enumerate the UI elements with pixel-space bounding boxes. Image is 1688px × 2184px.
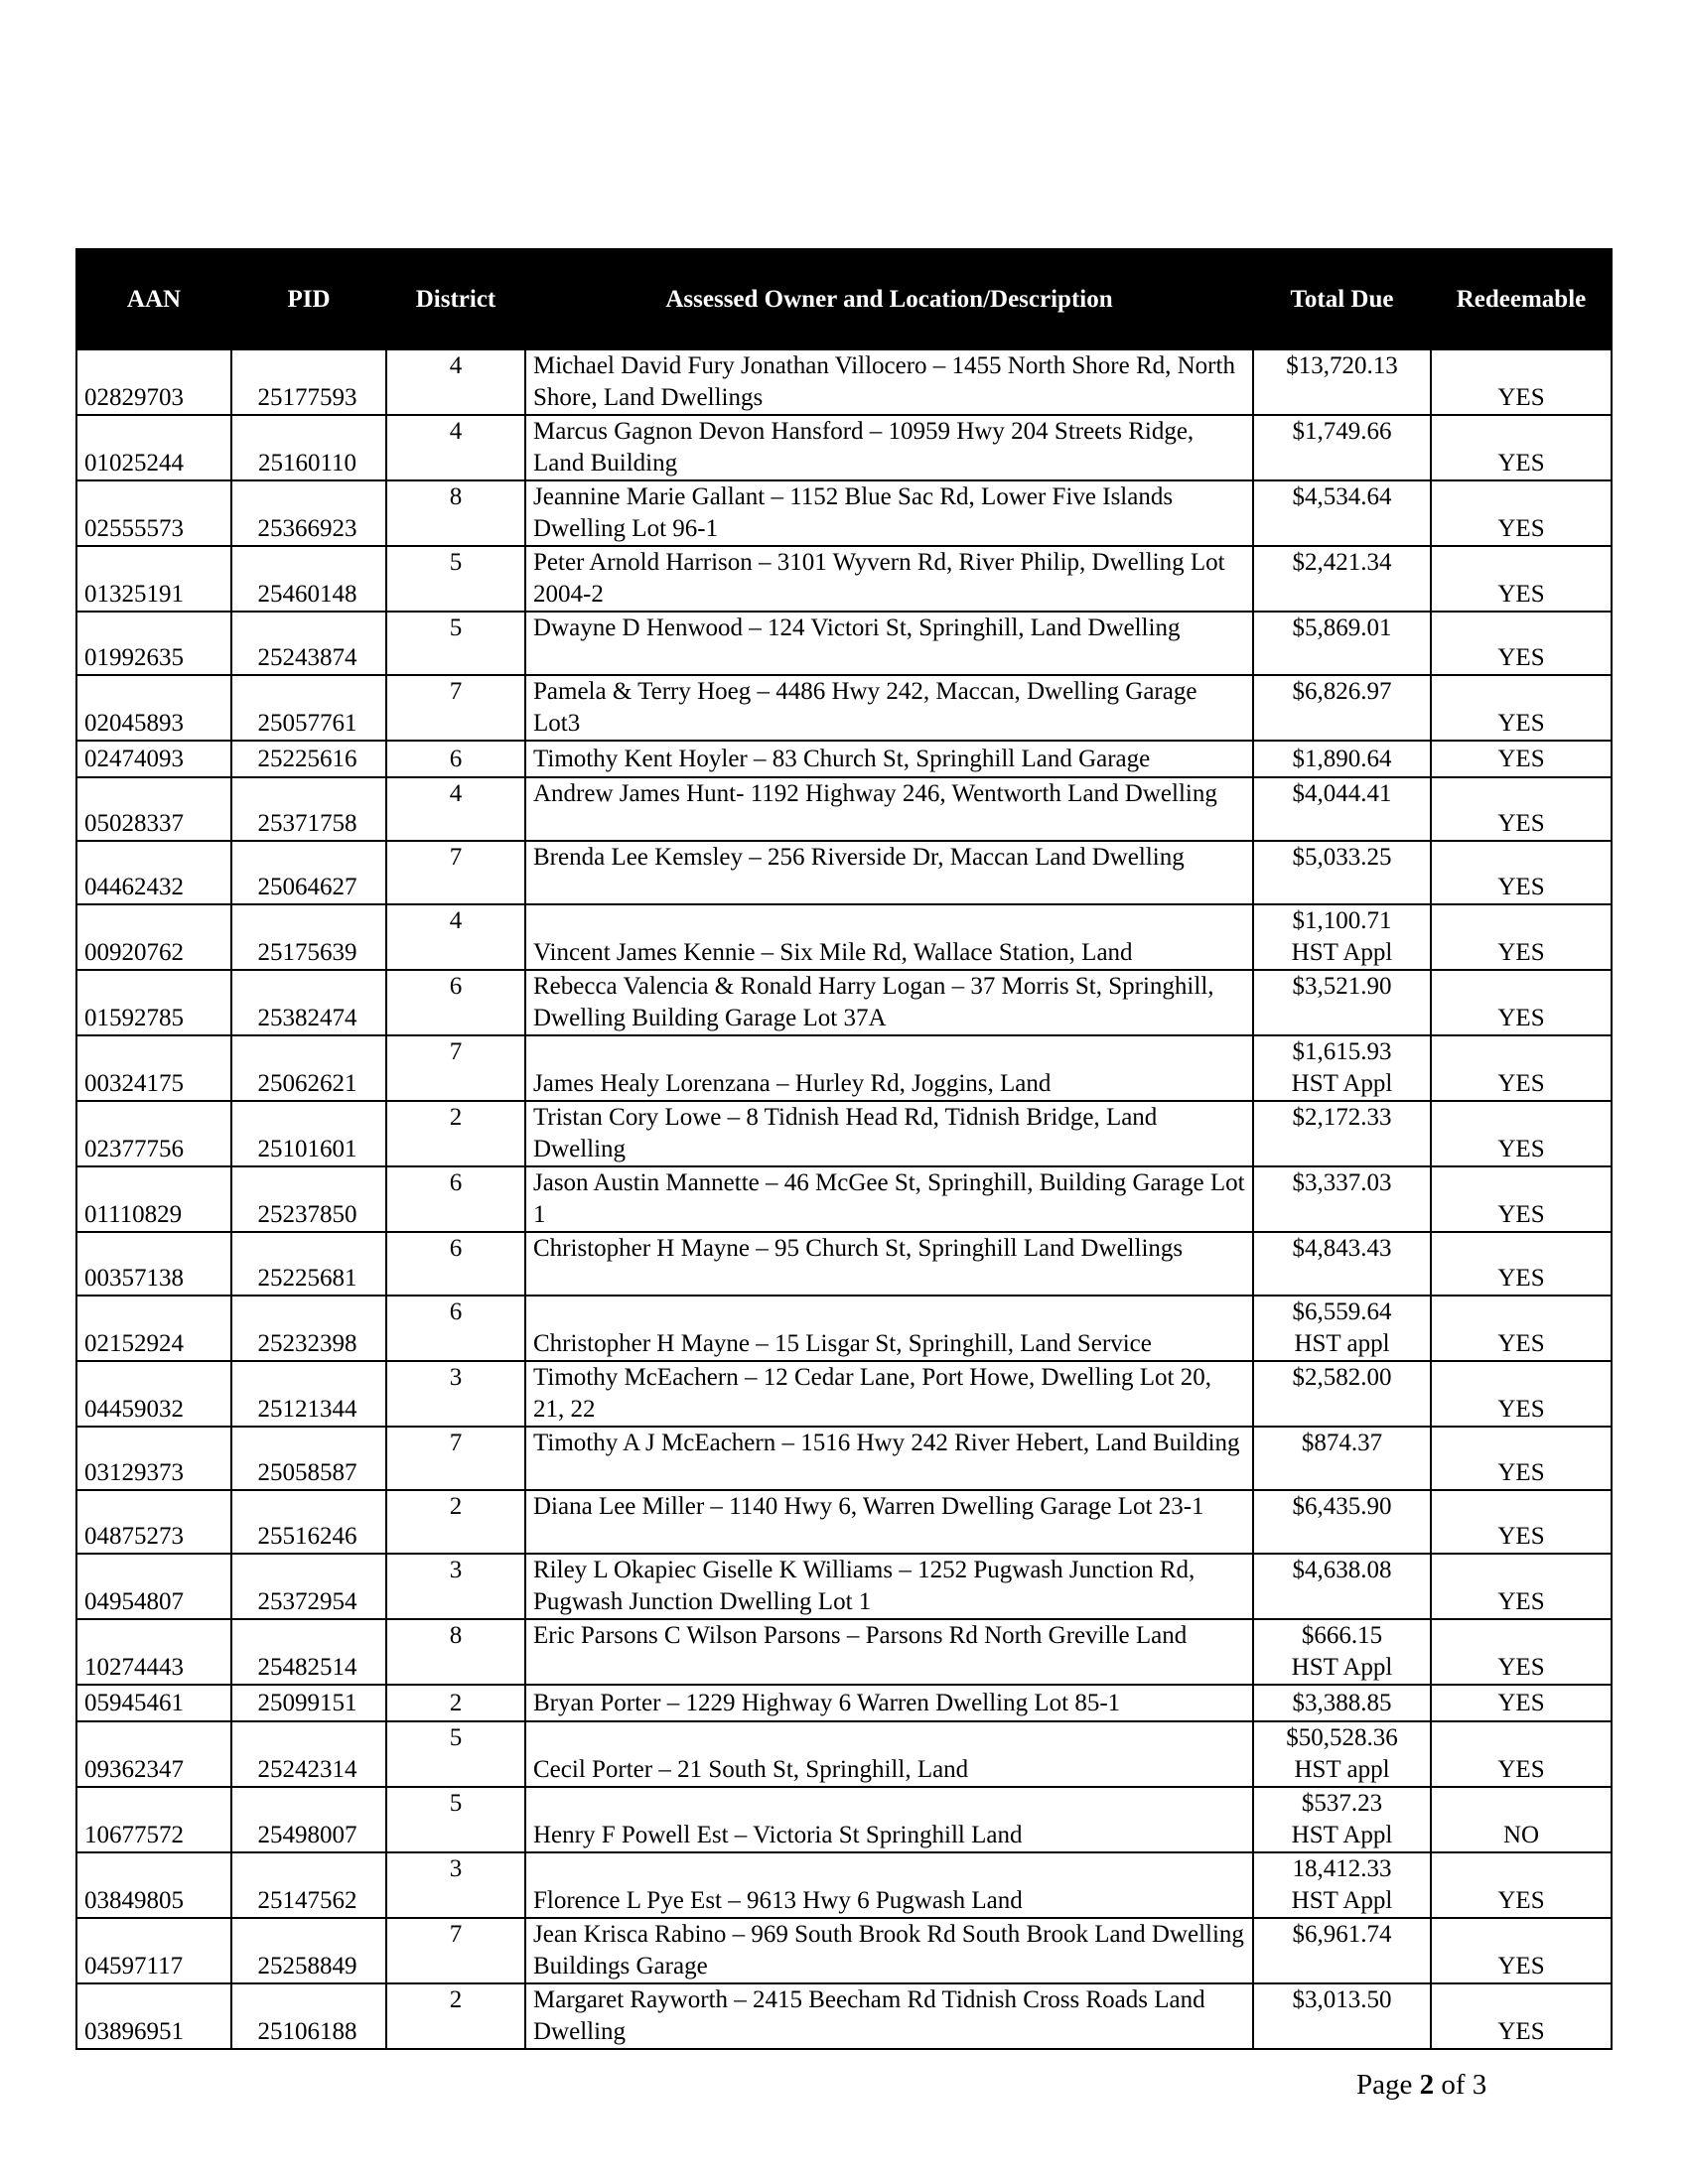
cell-redeemable: YES bbox=[1431, 1490, 1612, 1554]
total-due-amount: $4,638.08 bbox=[1292, 1557, 1392, 1583]
cell-total-due bbox=[1253, 1619, 1431, 1685]
total-due-amount: $3,388.85 bbox=[1292, 1689, 1392, 1716]
table-row bbox=[76, 612, 1612, 675]
cell-aan: 02045893 bbox=[76, 675, 231, 741]
cell-district: 5 bbox=[386, 1721, 525, 1787]
cell-redeemable: YES bbox=[1431, 349, 1612, 415]
total-due-amount: $4,534.64 bbox=[1292, 483, 1392, 510]
cell-aan: 03849805 bbox=[76, 1852, 231, 1918]
total-due-amount: $2,421.34 bbox=[1292, 549, 1392, 576]
table-body bbox=[76, 349, 1612, 2049]
cell-total-due bbox=[1253, 1918, 1431, 1983]
cell-district: 6 bbox=[386, 1296, 525, 1361]
cell-total-due bbox=[1253, 841, 1431, 904]
cell-aan: 00920762 bbox=[76, 904, 231, 970]
cell-aan: 10677572 bbox=[76, 1787, 231, 1852]
cell-district: 8 bbox=[386, 1619, 525, 1685]
page-current: 2 bbox=[1419, 2069, 1435, 2101]
header-total-due: Total Due bbox=[1253, 249, 1431, 349]
cell-aan: 04597117 bbox=[76, 1918, 231, 1983]
cell-redeemable: YES bbox=[1431, 841, 1612, 904]
header-owner: Assessed Owner and Location/Description bbox=[525, 249, 1253, 349]
page-prefix: Page bbox=[1356, 2069, 1413, 2101]
cell-pid: 25177593 bbox=[231, 349, 386, 415]
total-due-amount: $3,521.90 bbox=[1292, 973, 1392, 1000]
table-row bbox=[76, 546, 1612, 612]
cell-aan: 02377756 bbox=[76, 1101, 231, 1166]
total-due-amount: $6,961.74 bbox=[1292, 1921, 1392, 1948]
total-due-amount: $2,172.33 bbox=[1292, 1104, 1392, 1131]
cell-owner-description: Timothy Kent Hoyler – 83 Church St, Springhill Land Garage bbox=[525, 741, 1253, 777]
cell-owner-description: Florence L Pye Est – 9613 Hwy 6 Pugwash Land bbox=[525, 1852, 1253, 1918]
total-due-amount: $1,615.93 bbox=[1292, 1038, 1392, 1065]
cell-pid: 25064627 bbox=[231, 841, 386, 904]
cell-district: 5 bbox=[386, 1787, 525, 1852]
total-due-amount: $6,826.97 bbox=[1292, 678, 1392, 705]
cell-pid: 25460148 bbox=[231, 546, 386, 612]
cell-aan: 04875273 bbox=[76, 1490, 231, 1554]
cell-pid: 25106188 bbox=[231, 1983, 386, 2049]
cell-district: 7 bbox=[386, 841, 525, 904]
cell-redeemable: YES bbox=[1431, 1852, 1612, 1918]
cell-district: 5 bbox=[386, 546, 525, 612]
table-row bbox=[76, 970, 1612, 1035]
table-row bbox=[76, 1232, 1612, 1296]
cell-redeemable: YES bbox=[1431, 970, 1612, 1035]
cell-pid: 25058587 bbox=[231, 1427, 386, 1490]
cell-pid: 25237850 bbox=[231, 1166, 386, 1232]
cell-owner-description: Timothy A J McEachern – 1516 Hwy 242 River Hebert, Land Building bbox=[525, 1427, 1253, 1490]
cell-pid: 25101601 bbox=[231, 1101, 386, 1166]
cell-owner-description: Brenda Lee Kemsley – 256 Riverside Dr, Maccan Land Dwelling bbox=[525, 841, 1253, 904]
cell-aan: 04462432 bbox=[76, 841, 231, 904]
cell-owner-description: Cecil Porter – 21 South St, Springhill, Land bbox=[525, 1721, 1253, 1787]
cell-redeemable: YES bbox=[1431, 1918, 1612, 1983]
table-row bbox=[76, 1296, 1612, 1361]
total-due-amount: $4,843.43 bbox=[1292, 1235, 1392, 1262]
table-row bbox=[76, 675, 1612, 741]
cell-redeemable: NO bbox=[1431, 1787, 1612, 1852]
cell-total-due bbox=[1253, 480, 1431, 546]
cell-owner-description: Diana Lee Miller – 1140 Hwy 6, Warren Dwelling Garage Lot 23-1 bbox=[525, 1490, 1253, 1554]
cell-redeemable: YES bbox=[1431, 1554, 1612, 1619]
total-due-amount: $3,337.03 bbox=[1292, 1169, 1392, 1196]
cell-district: 6 bbox=[386, 1232, 525, 1296]
cell-redeemable: YES bbox=[1431, 741, 1612, 777]
header-aan: AAN bbox=[76, 249, 231, 349]
cell-owner-description: Jean Krisca Rabino – 969 South Brook Rd South Brook Land Dwelling Buildings Garage bbox=[525, 1918, 1253, 1983]
header-redeemable: Redeemable bbox=[1431, 249, 1612, 349]
total-due-amount: $2,582.00 bbox=[1292, 1364, 1392, 1391]
total-due-note: HST Appl bbox=[1291, 1654, 1393, 1681]
total-due-amount: $5,869.01 bbox=[1292, 614, 1392, 641]
cell-owner-description: Bryan Porter – 1229 Highway 6 Warren Dwelling Lot 85-1 bbox=[525, 1685, 1253, 1721]
cell-district: 2 bbox=[386, 1685, 525, 1721]
cell-pid: 25242314 bbox=[231, 1721, 386, 1787]
cell-pid: 25371758 bbox=[231, 777, 386, 841]
cell-owner-description: Jeannine Marie Gallant – 1152 Blue Sac Rd, Lower Five Islands Dwelling Lot 96-1 bbox=[525, 480, 1253, 546]
total-due-note: HST appl bbox=[1294, 1330, 1390, 1357]
table-header-row bbox=[76, 249, 1612, 349]
cell-redeemable: YES bbox=[1431, 480, 1612, 546]
cell-pid: 25062621 bbox=[231, 1035, 386, 1101]
total-due-note: HST Appl bbox=[1291, 939, 1393, 966]
total-due-amount: 18,412.33 bbox=[1292, 1855, 1392, 1882]
cell-total-due bbox=[1253, 675, 1431, 741]
cell-owner-description: Peter Arnold Harrison – 3101 Wyvern Rd, River Philip, Dwelling Lot 2004-2 bbox=[525, 546, 1253, 612]
cell-owner-description: Margaret Rayworth – 2415 Beecham Rd Tidnish Cross Roads Land Dwelling bbox=[525, 1983, 1253, 2049]
cell-redeemable: YES bbox=[1431, 1983, 1612, 2049]
cell-aan: 09362347 bbox=[76, 1721, 231, 1787]
cell-redeemable: YES bbox=[1431, 777, 1612, 841]
total-due-amount: $6,559.64 bbox=[1292, 1298, 1392, 1325]
table-row bbox=[76, 1721, 1612, 1787]
table-row bbox=[76, 1983, 1612, 2049]
cell-owner-description: James Healy Lorenzana – Hurley Rd, Joggins, Land bbox=[525, 1035, 1253, 1101]
cell-total-due bbox=[1253, 1427, 1431, 1490]
header-pid: PID bbox=[231, 249, 386, 349]
cell-owner-description: Tristan Cory Lowe – 8 Tidnish Head Rd, Tidnish Bridge, Land Dwelling bbox=[525, 1101, 1253, 1166]
cell-aan: 02474093 bbox=[76, 741, 231, 777]
table-row bbox=[76, 841, 1612, 904]
cell-total-due bbox=[1253, 1296, 1431, 1361]
cell-redeemable: YES bbox=[1431, 546, 1612, 612]
cell-district: 8 bbox=[386, 480, 525, 546]
cell-total-due bbox=[1253, 1721, 1431, 1787]
cell-aan: 01025244 bbox=[76, 415, 231, 480]
cell-total-due bbox=[1253, 777, 1431, 841]
cell-district: 2 bbox=[386, 1490, 525, 1554]
cell-aan: 00324175 bbox=[76, 1035, 231, 1101]
cell-owner-description: Michael David Fury Jonathan Villocero – 1455 North Shore Rd, North Shore, Land Dwellings bbox=[525, 349, 1253, 415]
total-due-amount: $3,013.50 bbox=[1292, 1986, 1392, 2013]
table-row bbox=[76, 1852, 1612, 1918]
cell-owner-description: Dwayne D Henwood – 124 Victori St, Springhill, Land Dwelling bbox=[525, 612, 1253, 675]
cell-pid: 25372954 bbox=[231, 1554, 386, 1619]
total-due-note: HST appl bbox=[1294, 1756, 1390, 1783]
cell-owner-description: Christopher H Mayne – 95 Church St, Springhill Land Dwellings bbox=[525, 1232, 1253, 1296]
cell-redeemable: YES bbox=[1431, 675, 1612, 741]
cell-district: 3 bbox=[386, 1852, 525, 1918]
table-row bbox=[76, 1361, 1612, 1427]
cell-pid: 25243874 bbox=[231, 612, 386, 675]
cell-district: 7 bbox=[386, 675, 525, 741]
cell-aan: 01110829 bbox=[76, 1166, 231, 1232]
cell-district: 4 bbox=[386, 349, 525, 415]
total-due-amount: $1,749.66 bbox=[1292, 418, 1392, 445]
cell-owner-description: Vincent James Kennie – Six Mile Rd, Wallace Station, Land bbox=[525, 904, 1253, 970]
cell-pid: 25232398 bbox=[231, 1296, 386, 1361]
table-row bbox=[76, 349, 1612, 415]
cell-aan: 02555573 bbox=[76, 480, 231, 546]
table-row bbox=[76, 1490, 1612, 1554]
cell-redeemable: YES bbox=[1431, 1427, 1612, 1490]
cell-aan: 02829703 bbox=[76, 349, 231, 415]
cell-redeemable: YES bbox=[1431, 1232, 1612, 1296]
cell-district: 6 bbox=[386, 1166, 525, 1232]
cell-aan: 01325191 bbox=[76, 546, 231, 612]
cell-total-due bbox=[1253, 1490, 1431, 1554]
table-row bbox=[76, 1918, 1612, 1983]
table-row bbox=[76, 1685, 1612, 1721]
total-due-amount: $666.15 bbox=[1301, 1622, 1383, 1649]
cell-total-due bbox=[1253, 1035, 1431, 1101]
cell-aan: 10274443 bbox=[76, 1619, 231, 1685]
total-due-amount: $50,528.36 bbox=[1286, 1724, 1398, 1751]
total-due-amount: $1,890.64 bbox=[1292, 745, 1392, 772]
cell-district: 6 bbox=[386, 970, 525, 1035]
cell-owner-description: Timothy McEachern – 12 Cedar Lane, Port Howe, Dwelling Lot 20, 21, 22 bbox=[525, 1361, 1253, 1427]
cell-owner-description: Henry F Powell Est – Victoria St Springhill Land bbox=[525, 1787, 1253, 1852]
cell-total-due bbox=[1253, 741, 1431, 777]
cell-aan: 03896951 bbox=[76, 1983, 231, 2049]
cell-total-due bbox=[1253, 1361, 1431, 1427]
cell-redeemable: YES bbox=[1431, 1619, 1612, 1685]
cell-owner-description: Christopher H Mayne – 15 Lisgar St, Springhill, Land Service bbox=[525, 1296, 1253, 1361]
cell-redeemable: YES bbox=[1431, 1685, 1612, 1721]
cell-aan: 02152924 bbox=[76, 1296, 231, 1361]
cell-district: 4 bbox=[386, 415, 525, 480]
table-row bbox=[76, 777, 1612, 841]
total-due-amount: $13,720.13 bbox=[1286, 352, 1398, 379]
cell-total-due bbox=[1253, 904, 1431, 970]
cell-redeemable: YES bbox=[1431, 1166, 1612, 1232]
table-row bbox=[76, 1035, 1612, 1101]
cell-district: 3 bbox=[386, 1361, 525, 1427]
cell-pid: 25121344 bbox=[231, 1361, 386, 1427]
cell-pid: 25175639 bbox=[231, 904, 386, 970]
cell-redeemable: YES bbox=[1431, 1721, 1612, 1787]
cell-total-due bbox=[1253, 349, 1431, 415]
cell-pid: 25057761 bbox=[231, 675, 386, 741]
total-due-amount: $5,033.25 bbox=[1292, 844, 1392, 871]
cell-total-due bbox=[1253, 1166, 1431, 1232]
table-row bbox=[76, 1619, 1612, 1685]
cell-owner-description: Andrew James Hunt- 1192 Highway 246, Wentworth Land Dwelling bbox=[525, 777, 1253, 841]
cell-pid: 25160110 bbox=[231, 415, 386, 480]
total-due-amount: $537.23 bbox=[1301, 1790, 1383, 1817]
cell-aan: 01592785 bbox=[76, 970, 231, 1035]
cell-district: 7 bbox=[386, 1427, 525, 1490]
cell-aan: 01992635 bbox=[76, 612, 231, 675]
cell-aan: 05945461 bbox=[76, 1685, 231, 1721]
cell-district: 7 bbox=[386, 1918, 525, 1983]
table-row bbox=[76, 1787, 1612, 1852]
cell-owner-description: Riley L Okapiec Giselle K Williams – 1252 Pugwash Junction Rd, Pugwash Junction Dwelling Lot 1 bbox=[525, 1554, 1253, 1619]
total-due-amount: $4,044.41 bbox=[1292, 780, 1392, 807]
table-row bbox=[76, 1554, 1612, 1619]
cell-redeemable: YES bbox=[1431, 904, 1612, 970]
cell-district: 5 bbox=[386, 612, 525, 675]
total-due-amount: $1,100.71 bbox=[1292, 907, 1392, 934]
total-due-note: HST Appl bbox=[1291, 1070, 1393, 1097]
cell-pid: 25366923 bbox=[231, 480, 386, 546]
cell-aan: 05028337 bbox=[76, 777, 231, 841]
cell-total-due bbox=[1253, 1983, 1431, 2049]
cell-total-due bbox=[1253, 1852, 1431, 1918]
cell-pid: 25147562 bbox=[231, 1852, 386, 1918]
cell-pid: 25482514 bbox=[231, 1619, 386, 1685]
cell-owner-description: Eric Parsons C Wilson Parsons – Parsons Rd North Greville Land bbox=[525, 1619, 1253, 1685]
cell-district: 2 bbox=[386, 1101, 525, 1166]
table-row bbox=[76, 741, 1612, 777]
cell-district: 7 bbox=[386, 1035, 525, 1101]
cell-district: 4 bbox=[386, 777, 525, 841]
cell-owner-description: Rebecca Valencia & Ronald Harry Logan – 37 Morris St, Springhill, Dwelling Building Garage Lot 37A bbox=[525, 970, 1253, 1035]
cell-total-due bbox=[1253, 1787, 1431, 1852]
cell-aan: 04459032 bbox=[76, 1361, 231, 1427]
cell-redeemable: YES bbox=[1431, 415, 1612, 480]
header-district: District bbox=[386, 249, 525, 349]
table-row bbox=[76, 904, 1612, 970]
page-total: 3 bbox=[1472, 2069, 1487, 2101]
cell-pid: 25258849 bbox=[231, 1918, 386, 1983]
total-due-amount: $874.37 bbox=[1301, 1430, 1383, 1456]
cell-total-due bbox=[1253, 546, 1431, 612]
cell-total-due bbox=[1253, 612, 1431, 675]
cell-redeemable: YES bbox=[1431, 1361, 1612, 1427]
table-row bbox=[76, 480, 1612, 546]
page-of: of bbox=[1441, 2069, 1466, 2101]
cell-pid: 25099151 bbox=[231, 1685, 386, 1721]
cell-redeemable: YES bbox=[1431, 1101, 1612, 1166]
cell-pid: 25498007 bbox=[231, 1787, 386, 1852]
table-row bbox=[76, 1166, 1612, 1232]
page-number bbox=[1356, 2069, 1486, 2102]
cell-owner-description: Marcus Gagnon Devon Hansford – 10959 Hwy 204 Streets Ridge, Land Building bbox=[525, 415, 1253, 480]
cell-district: 6 bbox=[386, 741, 525, 777]
cell-total-due bbox=[1253, 1554, 1431, 1619]
cell-district: 3 bbox=[386, 1554, 525, 1619]
cell-owner-description: Pamela & Terry Hoeg – 4486 Hwy 242, Maccan, Dwelling Garage Lot3 bbox=[525, 675, 1253, 741]
cell-total-due bbox=[1253, 1101, 1431, 1166]
cell-pid: 25516246 bbox=[231, 1490, 386, 1554]
table-row bbox=[76, 415, 1612, 480]
tax-sale-table bbox=[75, 248, 1613, 2050]
table-row bbox=[76, 1101, 1612, 1166]
cell-district: 4 bbox=[386, 904, 525, 970]
cell-pid: 25225616 bbox=[231, 741, 386, 777]
cell-owner-description: Jason Austin Mannette – 46 McGee St, Springhill, Building Garage Lot 1 bbox=[525, 1166, 1253, 1232]
total-due-amount: $6,435.90 bbox=[1292, 1493, 1392, 1520]
cell-redeemable: YES bbox=[1431, 612, 1612, 675]
cell-redeemable: YES bbox=[1431, 1035, 1612, 1101]
cell-aan: 03129373 bbox=[76, 1427, 231, 1490]
cell-aan: 04954807 bbox=[76, 1554, 231, 1619]
cell-total-due bbox=[1253, 415, 1431, 480]
cell-pid: 25382474 bbox=[231, 970, 386, 1035]
cell-redeemable: YES bbox=[1431, 1296, 1612, 1361]
cell-aan: 00357138 bbox=[76, 1232, 231, 1296]
total-due-note: HST Appl bbox=[1291, 1822, 1393, 1848]
table-row bbox=[76, 1427, 1612, 1490]
cell-district: 2 bbox=[386, 1983, 525, 2049]
total-due-note: HST Appl bbox=[1291, 1887, 1393, 1914]
cell-total-due bbox=[1253, 970, 1431, 1035]
cell-total-due bbox=[1253, 1685, 1431, 1721]
cell-total-due bbox=[1253, 1232, 1431, 1296]
cell-pid: 25225681 bbox=[231, 1232, 386, 1296]
